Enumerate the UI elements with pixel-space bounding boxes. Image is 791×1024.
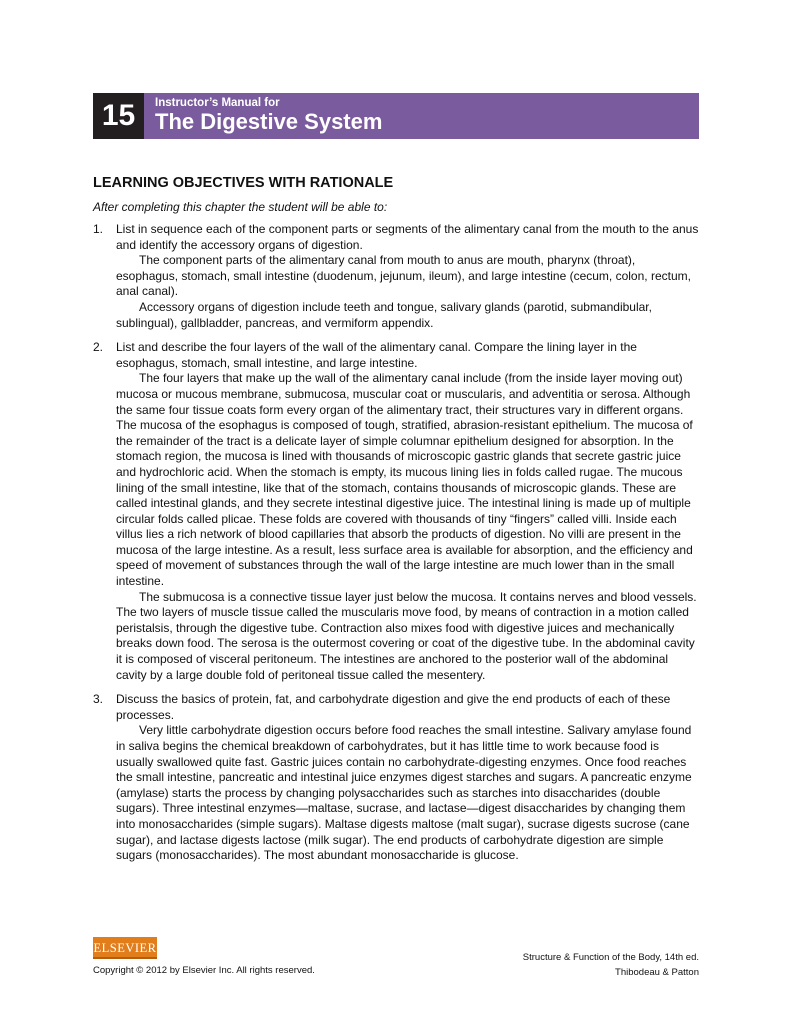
banner-text [144,93,382,139]
banner-subtitle: Instructor’s Manual for [155,97,280,109]
objective-question: Discuss the basics of protein, fat, and carbohydrate digestion and give the end products of each of these processes. [116,692,671,722]
objective-question: List and describe the four layers of the wall of the alimentary canal. Compare the lining layer in the esophagus, stomach, small intestine, and large intestine. [116,340,637,370]
objective-rationale: The submucosa is a connective tissue layer just below the mucosa. It contains nerves and blood vessels. The two layers of muscle tissue called the muscularis move food, by means of contraction in a motion called peristalsis, through the digestive tube. Contraction also mixes food with digestive juices and mechanically breaks down food. The serosa is the outermost covering or coat of the digestive tube. In the abdominal cavity it is composed of visceral peritoneum. The intestines are anchored to the posterior wall of the abdominal cavity by a large double fold of peritoneal tissue called the mesentery. [116,589,697,682]
section-intro: After completing this chapter the student will be able to: [93,200,388,214]
copyright-notice: Copyright © 2012 by Elsevier Inc. All rights reserved. [93,965,315,976]
objective-number: 1. [93,222,104,236]
objective-number: 2. [93,340,104,355]
elsevier-logo: ELSEVIER [93,937,157,959]
chapter-banner [93,93,699,139]
section-heading: LEARNING OBJECTIVES WITH RATIONALE [93,175,394,191]
objective-number: 3. [93,692,104,707]
objective-rationale: Accessory organs of digestion include teeth and tongue, salivary glands (parotid, submandibular, sublingual), gallbladder, pancreas, and vermiform appendix. [116,299,652,330]
objective-item [93,692,699,864]
book-title: Structure & Function of the Body, 14th ed. [522,952,699,963]
chapter-title: The Digestive System [155,109,383,134]
chapter-number: 15 [93,93,144,139]
objective-question: List in sequence each of the component parts or segments of the alimentary canal from the mouth to the anus and identify the accessory organs of digestion. [116,222,699,252]
objective-item [93,222,699,331]
objective-rationale: The four layers that make up the wall of the alimentary canal include (from the inside layer moving out) mucosa or mucous membrane, submucosa, muscular coat or muscularis, and adventitia or serosa. Although the same four tissue coats form every organ of the alimentary tract, their structures vary in different organs. The mucosa of the esophagus is composed of tough, stratified, abrasion-resistant epithelium. The mucosa of the remainder of the tract is a delicate layer of simple columnar epithelium designed for absorption. In the stomach region, the mucosa is lined with thousands of microscopic gastric glands that secrete gastric juice and hydrochloric acid. When the stomach is empty, its mucous lining lies in folds called rugae. The mucous lining of the small intestine, like that of the stomach, contains thousands of microscopic glands. These are called intestinal glands, and they secrete intestinal digestive juice. The intestinal lining is made up of multiple circular folds called plicae. These folds are covered with thousands of tiny “fingers” called villi. Inside each villus lies a rich network of blood capillaries that absorb the products of digestion. No villi are present in the mucosa of the large intestine. As a result, less surface area is available for absorption, and the efficiency and speed of movement of substances through the wall of the large intestine are much lower than in the small intestine. [116,371,693,589]
objective-rationale: Very little carbohydrate digestion occurs before food reaches the small intestine. Salivary amylase found in saliva begins the chemical breakdown of carbohydrates, but it has little time to work because food is usually swallowed quite fast. Gastric juices contain no carbohydrate-digesting enzymes. Once food reaches the small intestine, pancreatic and intestinal juice enzymes digest starches and sugars. A pancreatic enzyme (amylase) starts the process by changing polysaccharides such as starches into disaccharides (double sugars). Three intestinal enzymes—maltase, sucrase, and lactase—digest disaccharides by changing them into monosaccharides (simple sugars). Maltase digests maltose (malt sugar), sucrase digests sucrose (cane sugar), and lactase digests lactose (milk sugar). The end products of carbohydrate digestion are simple sugars (monosaccharides). The most abundant monosaccharide is glucose. [116,723,692,863]
objective-rationale: The component parts of the alimentary canal from mouth to anus are mouth, pharynx (throat), esophagus, stomach, small intestine (duodenum, jejunum, ileum), and large intestine (cecum, colon, rectum, anal canal). [116,253,691,299]
objective-item [93,340,699,683]
book-authors: Thibodeau & Patton [615,967,699,978]
book-citation [523,950,699,980]
objectives-list [93,222,699,873]
